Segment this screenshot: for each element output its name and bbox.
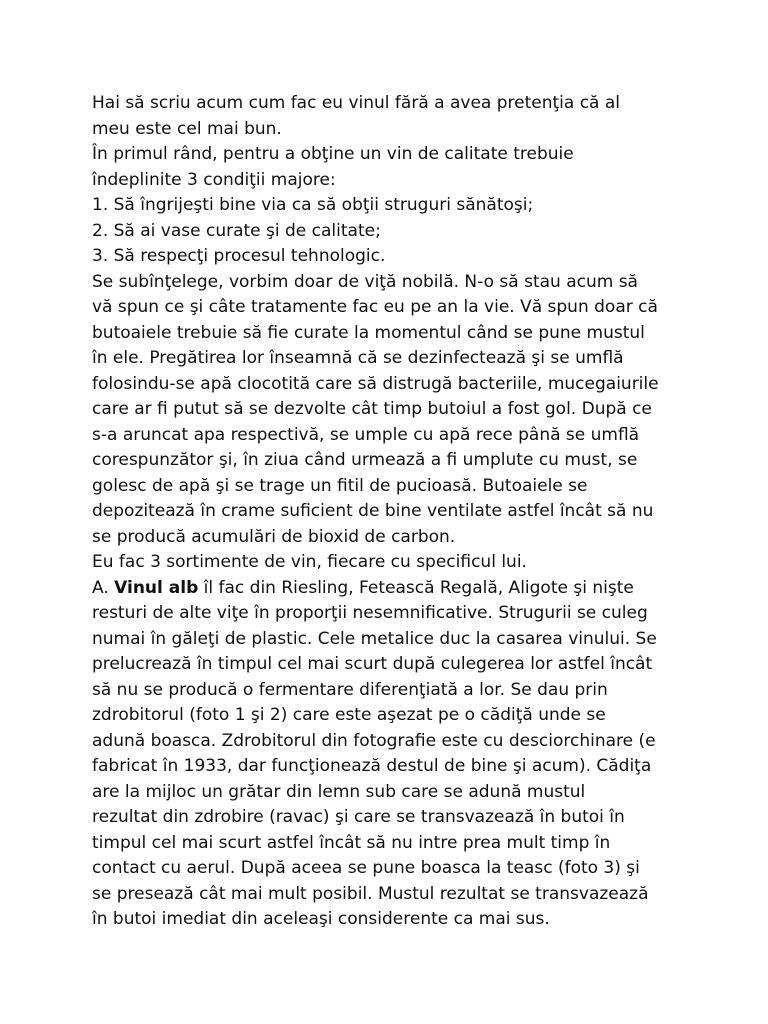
section-a-text: îl fac din Riesling, Fetească Regală, Aligote şi nişte	[198, 577, 634, 598]
text-line: îndeplinite 3 condiţii majore:	[92, 169, 336, 190]
text-line: depozitează în crame suficient de bine ventilate astfel încât să nu	[92, 501, 654, 521]
list-item: 2. Să ai vase curate şi de calitate;	[92, 220, 381, 241]
text-line: golesc de apă şi se trage un fitil de pucioasă. Butoaiele se	[92, 475, 588, 496]
text-line: adună boasca. Zdrobitorul din fotografie este cu desciorchinare (e	[92, 730, 656, 751]
text-line: contact cu aerul. După aceea se pune boasca la teasc (foto 3) şi	[92, 858, 640, 878]
text-line: în ele. Pregătirea lor înseamnă că se dezinfectează şi se umflă	[92, 348, 624, 368]
text-line: are la mijloc un grătar din lemn sub care se adună mustul	[92, 781, 586, 802]
text-line: Eu fac 3 sortimente de vin, fiecare cu specificul lui.	[92, 552, 527, 572]
text-line: corespunzător şi, în ziua când urmează a fi umplute cu must, se	[92, 450, 638, 470]
list-item: 3. Să respecţi procesul tehnologic.	[92, 246, 386, 266]
text-line: care ar fi putut să se dezvolte cât timp butoiul a fost gol. După ce	[92, 399, 652, 419]
text-line: să nu se producă o fermentare diferenţiată a lor. Se dau prin	[92, 679, 608, 700]
list-item: 1. Să îngrijeşti bine via ca să obţii struguri sănătoşi;	[92, 195, 534, 215]
text-line: prelucrează în timpul cel mai scurt după culegerea lor astfel încât	[92, 654, 653, 674]
section-a-heading: Vinul alb	[114, 577, 199, 598]
text-line: se producă acumulări de bioxid de carbon.	[92, 526, 456, 547]
text-line: s-a aruncat apa respectivă, se umple cu apă rece până se umflă	[92, 424, 640, 445]
text-line: butoaiele trebuie să fie curate la momentul când se pune mustul	[92, 322, 645, 343]
text-line: zdrobitorul (foto 1 şi 2) care este aşezat pe o cădiţă unde se	[92, 705, 606, 725]
section-a-line	[92, 576, 712, 602]
text-line: meu este cel mai bun.	[92, 118, 282, 139]
section-a-prefix: A.	[92, 577, 115, 598]
text-line: folosindu-se apă clocotită care să distrugă bacteriile, mucegaiurile	[92, 373, 659, 394]
document-page	[92, 91, 712, 933]
text-line: se presează cât mai mult posibil. Mustul rezultat se transvazează	[92, 883, 649, 904]
text-line: vă spun ce şi câte tratamente fac eu pe an la vie. Vă spun doar că	[92, 297, 658, 317]
text-line: resturi de alte viţe în proporţii nesemnificative. Strugurii se culeg	[92, 603, 648, 623]
text-line: timpul cel mai scurt astfel încât să nu intre prea mult timp în	[92, 832, 611, 853]
text-line: în butoi imediat din aceleaşi considerente ca mai sus.	[92, 909, 550, 929]
text-line: fabricat în 1933, dar funcţionează destul de bine şi acum). Cădiţa	[92, 756, 652, 776]
text-line: Se subînţelege, vorbim doar de viţă nobilă. N-o să stau acum să	[92, 271, 638, 292]
text-line: numai în găleţi de plastic. Cele metalice duc la casarea vinului. Se	[92, 628, 657, 649]
text-line: Hai să scriu acum cum fac eu vinul fără a avea pretenţia că al	[92, 93, 621, 113]
text-line: rezultat din zdrobire (ravac) şi care se transvazează în butoi în	[92, 807, 625, 827]
text-line: În primul rând, pentru a obţine un vin de calitate trebuie	[92, 144, 574, 164]
